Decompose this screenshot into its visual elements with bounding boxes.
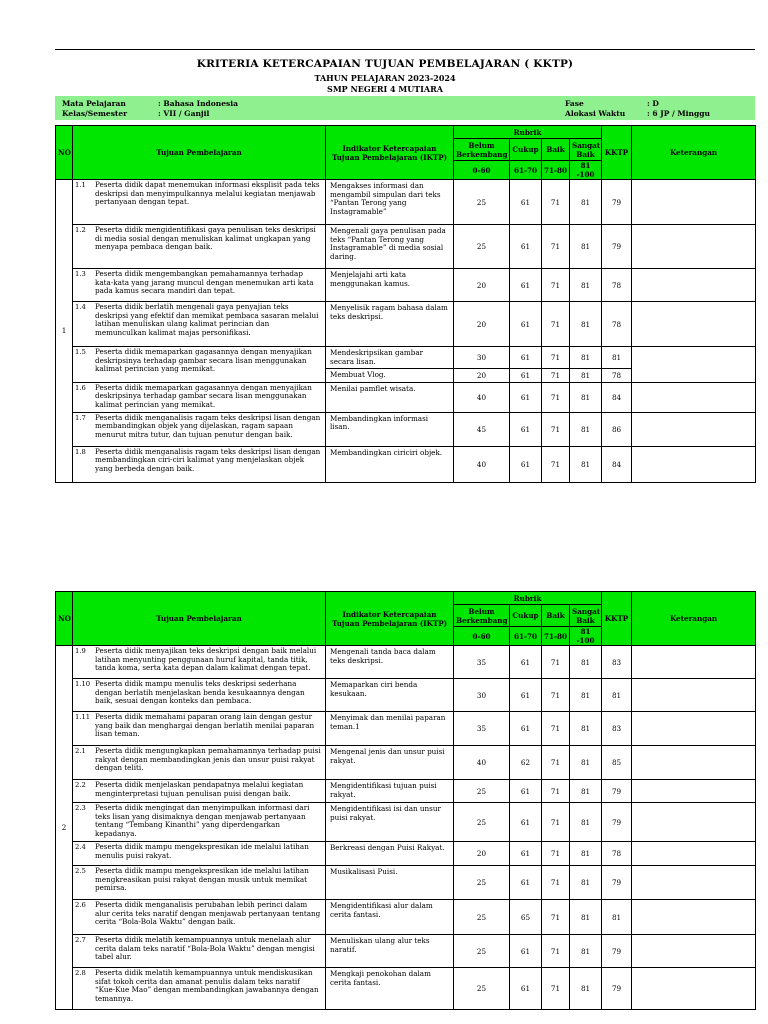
- objective-code: 2.4: [75, 843, 86, 851]
- col-tp: Tujuan Pembelajaran: [73, 126, 326, 180]
- score-sangat: 81: [570, 269, 602, 302]
- learning-objective: [73, 446, 326, 482]
- kktp-value: 79: [602, 780, 632, 803]
- score-belum: 40: [454, 746, 510, 780]
- indicator: Mengidentifikasi isi dan unsur puisi rakyat.: [326, 803, 454, 842]
- table-row: [56, 866, 756, 900]
- learning-objective: [73, 347, 326, 383]
- score-belum: 30: [454, 679, 510, 712]
- kktp-value: 79: [602, 866, 632, 900]
- range-belum: 0-60: [454, 627, 510, 646]
- keterangan: [632, 803, 756, 842]
- score-cukup: 61: [510, 780, 542, 803]
- learning-objective: [73, 646, 326, 679]
- objective-code: 1.10: [75, 680, 91, 688]
- score-baik: 71: [542, 180, 570, 225]
- learning-objective: [73, 866, 326, 900]
- col-belum: Belum Berkembang: [454, 139, 510, 161]
- table-row: [56, 347, 756, 369]
- score-sangat: 81: [570, 866, 602, 900]
- score-belum: 20: [454, 269, 510, 302]
- score-baik: 71: [542, 412, 570, 446]
- objective-code: 2.6: [75, 901, 86, 909]
- kktp-value: 85: [602, 746, 632, 780]
- score-sangat: 81: [570, 412, 602, 446]
- phase-value: : D: [647, 99, 659, 108]
- col-sangat: Sangat Baik: [570, 139, 602, 161]
- score-sangat: 81: [570, 225, 602, 269]
- col-rubrik: Rubrik: [454, 126, 602, 139]
- objective-text: Peserta didik mampu mengekspresikan ide melalui latihan menulis puisi rakyat.: [95, 842, 309, 860]
- col-iktp: Indikator Ketercapaian Tujuan Pembelajaran (IKTP): [326, 126, 454, 180]
- score-belum: 25: [454, 180, 510, 225]
- col-cukup: Cukup: [510, 139, 542, 161]
- objective-text: Peserta didik menyajikan teks deskripsi dengan baik melalui latihan menyunting penggunaan huruf kapital, tanda titik, tanda koma, serta kata depan dalam kalimat dengan tepat.: [95, 646, 317, 673]
- score-belum: 20: [454, 302, 510, 347]
- indicator: Menuliskan ulang alur teks naratif.: [326, 935, 454, 968]
- objective-code: 1.1: [75, 181, 86, 189]
- col-sangat: Sangat Baik: [570, 605, 602, 627]
- indicator: Mengenali gaya penulisan pada teks “Pantan Terong yang Instagramable” di media sosial daring.: [326, 225, 454, 269]
- objective-code: 1.2: [75, 226, 86, 234]
- keterangan: [632, 347, 756, 383]
- score-belum: 25: [454, 968, 510, 1010]
- subject-value: : Bahasa Indonesia: [158, 99, 238, 108]
- score-belum: 25: [454, 935, 510, 968]
- table-row: [56, 746, 756, 780]
- keterangan: [632, 382, 756, 412]
- score-cukup: 61: [510, 369, 542, 383]
- indicator: Membuat Vlog.: [326, 369, 454, 383]
- score-cukup: 61: [510, 347, 542, 369]
- learning-objective: [73, 225, 326, 269]
- col-no: NO: [56, 592, 73, 646]
- objective-text: Peserta didik memaparkan gagasannya dengan menyajikan deskripsinya terhadap gambar secara lisan menggunakan kalimat perincian yang memikat.: [95, 347, 312, 374]
- score-sangat: 81: [570, 968, 602, 1010]
- objective-text: Peserta didik mampu mengekspresikan ide melalui latihan mengkreasikan puisi rakyat dengan musik untuk memikat pemirsa.: [95, 866, 309, 893]
- keterangan: [632, 746, 756, 780]
- objective-text: Peserta didik mengingat dan menyimpulkan informasi dari teks lisan yang disimaknya dengan menjawab pertanyaan tentang “Tembang Kinanthi” yang diperdengarkan kepadanya.: [95, 803, 310, 838]
- school-name: SMP NEGERI 4 MUTIARA: [327, 84, 443, 94]
- keterangan: [632, 225, 756, 269]
- col-no: NO: [56, 126, 73, 180]
- col-cukup: Cukup: [510, 605, 542, 627]
- objective-text: Peserta didik menjelaskan pendapatnya melalui kegiatan menginterpretasi tujuan penulisan puisi dengan baik.: [95, 780, 304, 798]
- table-row: [56, 935, 756, 968]
- score-sangat: 81: [570, 935, 602, 968]
- col-tp: Tujuan Pembelajaran: [73, 592, 326, 646]
- score-baik: 71: [542, 446, 570, 482]
- indicator: Mengakses informasi dan mengambil simpulan dari teks “Pantan Terong yang Instagramable”: [326, 180, 454, 225]
- score-belum: 35: [454, 712, 510, 746]
- score-sangat: 81: [570, 302, 602, 347]
- col-baik: Baik: [542, 605, 570, 627]
- indicator: Menyimak dan menilai paparan teman.1: [326, 712, 454, 746]
- score-baik: 71: [542, 679, 570, 712]
- keterangan: [632, 900, 756, 935]
- score-belum: 25: [454, 803, 510, 842]
- keterangan: [632, 712, 756, 746]
- objective-code: 1.5: [75, 348, 86, 356]
- indicator: Mengkaji penokohan dalam cerita fantasi.: [326, 968, 454, 1010]
- score-sangat: 81: [570, 900, 602, 935]
- indicator: Mengidentifikasi tujuan puisi rakyat.: [326, 780, 454, 803]
- score-sangat: 81: [570, 382, 602, 412]
- score-sangat: 81: [570, 180, 602, 225]
- score-belum: 25: [454, 866, 510, 900]
- objective-text: Peserta didik menganalisis ragam teks deskripsi lisan dengan membandingkan objek yang dijelaskan, ragam sapaan menurut mitra tutur, dan tujuan penutur dengan baik.: [95, 412, 321, 439]
- score-baik: 71: [542, 842, 570, 866]
- score-belum: 40: [454, 446, 510, 482]
- score-baik: 71: [542, 866, 570, 900]
- learning-objective: [73, 180, 326, 225]
- kktp-value: 79: [602, 968, 632, 1010]
- kktp-value: 81: [602, 347, 632, 369]
- class-label: Kelas/Semester: [62, 109, 128, 118]
- objective-text: Peserta didik memaparkan gagasannya dengan menyajikan deskripsinya terhadap gambar secara lisan menggunakan kalimat perincian yang memikat.: [95, 382, 312, 409]
- table-row: [56, 646, 756, 679]
- keterangan: [632, 180, 756, 225]
- indicator: Membandingkan ciriciri objek.: [326, 446, 454, 482]
- indicator: Menyelisik ragam bahasa dalam teks deskripsi.: [326, 302, 454, 347]
- score-baik: 71: [542, 746, 570, 780]
- table-row: [56, 412, 756, 446]
- score-sangat: 81: [570, 780, 602, 803]
- score-sangat: 81: [570, 679, 602, 712]
- score-belum: 25: [454, 900, 510, 935]
- col-rubrik: Rubrik: [454, 592, 602, 605]
- score-cukup: 61: [510, 803, 542, 842]
- score-baik: 71: [542, 803, 570, 842]
- kktp-value: 78: [602, 269, 632, 302]
- indicator: Memaparkan ciri benda kesukaan.: [326, 679, 454, 712]
- score-cukup: 61: [510, 679, 542, 712]
- objective-code: 2.7: [75, 936, 86, 944]
- objective-code: 2.5: [75, 867, 86, 875]
- table-row: [56, 180, 756, 225]
- score-cukup: 65: [510, 900, 542, 935]
- row-number: 2: [56, 646, 73, 1010]
- col-kktp: KKTP: [602, 592, 632, 646]
- range-sangat: 81 -100: [570, 161, 602, 180]
- score-belum: 35: [454, 646, 510, 679]
- learning-objective: [73, 712, 326, 746]
- objective-text: Peserta didik mengungkapkan pemahamannya terhadap puisi rakyat dengan membandingkan jenis dan unsur puisi rakyat dengan teliti.: [95, 746, 321, 773]
- range-sangat: 81 -100: [570, 627, 602, 646]
- kktp-table-2: [55, 591, 756, 1010]
- keterangan: [632, 446, 756, 482]
- score-cukup: 61: [510, 866, 542, 900]
- table-row: [56, 225, 756, 269]
- indicator: Mengenali tanda baca dalam teks deskripsi.: [326, 646, 454, 679]
- score-sangat: 81: [570, 369, 602, 383]
- objective-code: 2.1: [75, 747, 86, 755]
- objective-text: Peserta didik dapat menemukan informasi eksplisit pada teks deskripsi dan menyimpulkannya melalui kegiatan menjawab pertanyaan dengan tepat.: [95, 180, 320, 207]
- objective-text: Peserta didik menganalisis perubahan lebih perinci dalam alur cerita teks naratif dengan menjawab pertanyaan tentang cerita “Bola-Bola Waktu” dengan baik.: [95, 900, 321, 927]
- table-row: [56, 900, 756, 935]
- objective-code: 1.8: [75, 447, 86, 456]
- table-row: [56, 968, 756, 1010]
- phase-label: Fase: [565, 99, 584, 108]
- score-sangat: 81: [570, 842, 602, 866]
- objective-code: 1.6: [75, 383, 86, 392]
- table-row: [56, 446, 756, 482]
- indicator: Musikalisasi Puisi.: [326, 866, 454, 900]
- score-baik: 71: [542, 780, 570, 803]
- score-belum: 25: [454, 225, 510, 269]
- keterangan: [632, 935, 756, 968]
- kktp-value: 78: [602, 369, 632, 383]
- range-cukup: 61-70: [510, 161, 542, 180]
- learning-objective: [73, 679, 326, 712]
- top-rule: [55, 49, 755, 50]
- row-number: 1: [56, 180, 73, 483]
- kktp-value: 79: [602, 935, 632, 968]
- score-cukup: 61: [510, 382, 542, 412]
- col-belum: Belum Berkembang: [454, 605, 510, 627]
- learning-objective: [73, 842, 326, 866]
- objective-text: Peserta didik memahami paparan orang lain dengan gestur yang baik dan menghargai dengan berlatih menilai paparan lisan teman.: [95, 712, 315, 739]
- score-baik: 71: [542, 225, 570, 269]
- kktp-value: 86: [602, 412, 632, 446]
- learning-objective: [73, 900, 326, 935]
- indicator: Berkreasi dengan Puisi Rakyat.: [326, 842, 454, 866]
- score-baik: 71: [542, 935, 570, 968]
- range-cukup: 61-70: [510, 627, 542, 646]
- score-cukup: 62: [510, 746, 542, 780]
- score-baik: 71: [542, 347, 570, 369]
- kktp-value: 79: [602, 180, 632, 225]
- objective-text: Peserta didik menganalisis ragam teks deskripsi lisan dengan membandingkan ciri-ciri kalimat yang menjelaskan objek yang berbeda dengan baik.: [95, 446, 321, 473]
- indicator: Menjelajahi arti kata menggunakan kamus.: [326, 269, 454, 302]
- score-cukup: 61: [510, 412, 542, 446]
- score-belum: 20: [454, 369, 510, 383]
- score-belum: 45: [454, 412, 510, 446]
- objective-text: Peserta didik mampu menulis teks deskripsi sederhana dengan berlatih menjelaskan benda kesukaannya dengan baik, sesuai dengan konteks dan pembaca.: [95, 679, 305, 706]
- objective-text: Peserta didik melatih kemampuannya untuk menelaah alur cerita dalam teks naratif “Bola-Bola Waktu” dengan mengisi tabel alur.: [95, 935, 315, 962]
- score-cukup: 61: [510, 446, 542, 482]
- score-sangat: 81: [570, 347, 602, 369]
- document-title: KRITERIA KETERCAPAIAN TUJUAN PEMBELAJARAN ( KKTP): [196, 58, 574, 70]
- keterangan: [632, 842, 756, 866]
- objective-code: 2.3: [75, 804, 86, 812]
- kktp-value: 81: [602, 679, 632, 712]
- table-row: [56, 712, 756, 746]
- range-belum: 0-60: [454, 161, 510, 180]
- table-row: [56, 269, 756, 302]
- objective-code: 1.4: [75, 303, 86, 311]
- score-cukup: 61: [510, 968, 542, 1010]
- time-value: : 6 JP / Minggu: [647, 109, 710, 118]
- keterangan: [632, 968, 756, 1010]
- keterangan: [632, 412, 756, 446]
- col-baik: Baik: [542, 139, 570, 161]
- score-cukup: 61: [510, 712, 542, 746]
- kktp-table-1: [55, 125, 756, 483]
- range-baik: 71-80: [542, 161, 570, 180]
- score-cukup: 61: [510, 225, 542, 269]
- subject-label: Mata Pelajaran: [62, 99, 126, 108]
- objective-text: Peserta didik melatih kemampuannya untuk mendiskusikan sifat tokoh cerita dan amanat penulis dalam teks naratif “Kue-Kue Mao” dengan membandingkan jawabannya dengan temannya.: [95, 968, 319, 1003]
- keterangan: [632, 302, 756, 347]
- learning-objective: [73, 803, 326, 842]
- kktp-value: 83: [602, 646, 632, 679]
- col-keterangan: Keterangan: [632, 126, 756, 180]
- score-baik: 71: [542, 382, 570, 412]
- keterangan: [632, 269, 756, 302]
- score-cukup: 61: [510, 269, 542, 302]
- learning-objective: [73, 412, 326, 446]
- table-row: [56, 382, 756, 412]
- keterangan: [632, 646, 756, 679]
- objective-code: 1.11: [75, 713, 91, 721]
- time-label: Alokasi Waktu: [565, 109, 626, 118]
- col-kktp: KKTP: [602, 126, 632, 180]
- keterangan: [632, 780, 756, 803]
- score-belum: 20: [454, 842, 510, 866]
- learning-objective: [73, 935, 326, 968]
- objective-code: 1.3: [75, 270, 86, 278]
- table-row: [56, 302, 756, 347]
- learning-objective: [73, 746, 326, 780]
- indicator: Menilai pamflet wisata.: [326, 382, 454, 412]
- score-baik: 71: [542, 968, 570, 1010]
- table-row: [56, 679, 756, 712]
- kktp-value: 78: [602, 842, 632, 866]
- kktp-value: 79: [602, 225, 632, 269]
- score-baik: 71: [542, 900, 570, 935]
- objective-text: Peserta didik mengembangkan pemahamannya terhadap kata-kata yang jarang muncul dengan menemukan arti kata pada kamus secara mandiri dan tepat.: [95, 269, 314, 296]
- learning-objective: [73, 382, 326, 412]
- score-belum: 25: [454, 780, 510, 803]
- score-sangat: 81: [570, 746, 602, 780]
- objective-text: Peserta didik mengidentifikasi gaya penulisan teks deskripsi di media sosial dengan menuliskan kalimat ungkapan yang menyapa pembaca dengan baik.: [95, 225, 316, 252]
- class-value: : VII / Ganjil: [158, 109, 210, 118]
- col-keterangan: Keterangan: [632, 592, 756, 646]
- learning-objective: [73, 269, 326, 302]
- indicator: Membandingkan informasi lisan.: [326, 412, 454, 446]
- learning-objective: [73, 780, 326, 803]
- score-baik: 71: [542, 302, 570, 347]
- score-sangat: 81: [570, 803, 602, 842]
- score-cukup: 61: [510, 935, 542, 968]
- indicator: Mengidentifikasi alur dalam cerita fantasi.: [326, 900, 454, 935]
- range-baik: 71-80: [542, 627, 570, 646]
- table-row: [56, 842, 756, 866]
- score-belum: 40: [454, 382, 510, 412]
- score-cukup: 61: [510, 646, 542, 679]
- table-row: [56, 803, 756, 842]
- objective-code: 1.9: [75, 647, 86, 655]
- objective-code: 2.8: [75, 969, 86, 977]
- score-baik: 71: [542, 646, 570, 679]
- score-baik: 71: [542, 269, 570, 302]
- kktp-value: 81: [602, 900, 632, 935]
- score-baik: 71: [542, 369, 570, 383]
- objective-code: 2.2: [75, 781, 86, 789]
- score-cukup: 61: [510, 842, 542, 866]
- learning-objective: [73, 302, 326, 347]
- learning-objective: [73, 968, 326, 1010]
- school-year: TAHUN PELAJARAN 2023-2024: [314, 73, 456, 83]
- score-baik: 71: [542, 712, 570, 746]
- kktp-value: 83: [602, 712, 632, 746]
- objective-text: Peserta didik berlatih mengenali gaya penyajian teks deskripsi yang efektif dan memikat pembaca sasaran melalui latihan menuliskan ulang kalimat perincian dan memunculkan kalimat majas personifikasi.: [95, 302, 319, 337]
- indicator: Mendeskripsikan gambar secara lisan.: [326, 347, 454, 369]
- score-sangat: 81: [570, 712, 602, 746]
- col-iktp: Indikator Ketercapaian Tujuan Pembelajaran (IKTP): [326, 592, 454, 646]
- kktp-value: 84: [602, 446, 632, 482]
- kktp-value: 78: [602, 302, 632, 347]
- table-row: [56, 780, 756, 803]
- objective-code: 1.7: [75, 413, 86, 422]
- kktp-value: 79: [602, 803, 632, 842]
- keterangan: [632, 679, 756, 712]
- score-sangat: 81: [570, 646, 602, 679]
- score-sangat: 81: [570, 446, 602, 482]
- keterangan: [632, 866, 756, 900]
- score-cukup: 61: [510, 302, 542, 347]
- score-belum: 30: [454, 347, 510, 369]
- score-cukup: 61: [510, 180, 542, 225]
- kktp-value: 84: [602, 382, 632, 412]
- indicator: Mengenal jenis dan unsur puisi rakyat.: [326, 746, 454, 780]
